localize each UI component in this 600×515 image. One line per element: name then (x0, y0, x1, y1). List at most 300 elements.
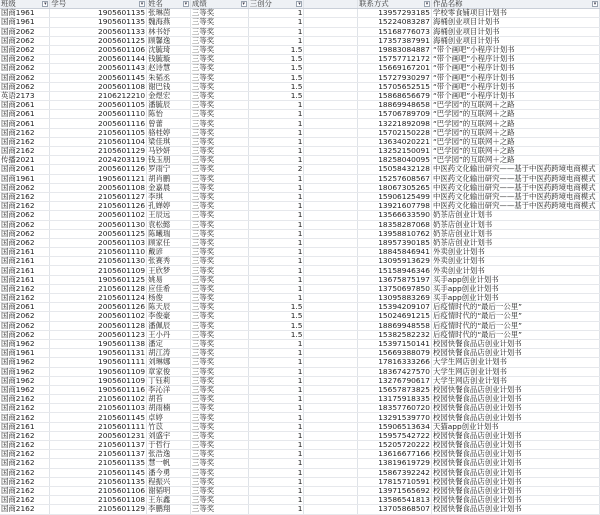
contact-cell[interactable]: 13252150091 (358, 147, 432, 156)
contact-cell[interactable]: 13095883269 (358, 294, 432, 303)
award-cell[interactable]: 三等奖 (190, 376, 248, 385)
blank-cell[interactable] (304, 36, 358, 45)
credit-cell[interactable]: 1 (248, 101, 304, 110)
credit-cell[interactable]: 1 (248, 27, 304, 36)
name-cell[interactable]: 陈怡 (147, 110, 191, 119)
column-header-student-id[interactable]: 学号 ▾ (50, 0, 147, 9)
contact-cell[interactable]: 15868656679 (358, 91, 432, 100)
credit-cell[interactable]: 1.5 (248, 82, 304, 91)
student-id-cell[interactable]: 1905601131 (50, 349, 147, 358)
credit-cell[interactable]: 1 (248, 468, 304, 477)
credit-cell[interactable]: 1 (248, 367, 304, 376)
student-id-cell[interactable]: 2005601130 (50, 220, 147, 229)
class-cell[interactable]: 国商2162 (0, 486, 50, 495)
project-cell[interactable]: “巴学园”的互联网＋之路 (431, 110, 599, 119)
name-cell[interactable]: 李琪 (147, 192, 191, 201)
project-cell[interactable]: “巴学园”的互联网＋之路 (431, 137, 599, 146)
class-cell[interactable]: 国商2161 (0, 275, 50, 284)
contact-cell[interactable]: 13586541813 (358, 496, 432, 505)
award-cell[interactable]: 三等奖 (190, 413, 248, 422)
class-cell[interactable]: 国商2062 (0, 238, 50, 247)
blank-cell[interactable] (304, 376, 358, 385)
project-cell[interactable]: 买手app创业计划书 (431, 284, 599, 293)
award-cell[interactable]: 三等奖 (190, 404, 248, 413)
blank-cell[interactable] (304, 367, 358, 376)
blank-cell[interactable] (304, 330, 358, 339)
award-cell[interactable]: 三等奖 (190, 45, 248, 54)
blank-cell[interactable] (304, 339, 358, 348)
class-cell[interactable]: 国商2162 (0, 404, 50, 413)
column-header-name[interactable]: 姓名 ▾ (147, 0, 191, 9)
project-cell[interactable]: 海桶创业项目计划书 (431, 36, 599, 45)
credit-cell[interactable]: 1 (248, 156, 304, 165)
project-cell[interactable]: “巴学园”的互联网＋之路 (431, 156, 599, 165)
blank-cell[interactable] (304, 395, 358, 404)
credit-cell[interactable]: 1 (248, 147, 304, 156)
project-cell[interactable]: “带个画吧”小程序计划书 (431, 55, 599, 64)
contact-cell[interactable]: 18845846941 (358, 248, 432, 257)
class-cell[interactable]: 国商2162 (0, 413, 50, 422)
student-id-cell[interactable]: 2005601125 (50, 229, 147, 238)
credit-cell[interactable]: 1 (248, 385, 304, 394)
contact-cell[interactable]: 15058432128 (358, 165, 432, 174)
name-cell[interactable]: 应佳希 (147, 284, 191, 293)
blank-cell[interactable] (304, 156, 358, 165)
project-cell[interactable]: 校园快餐食品店创业计划书 (431, 459, 599, 468)
name-cell[interactable]: 李沁洋 (147, 385, 191, 394)
contact-cell[interactable]: 19883084887 (358, 45, 432, 54)
award-cell[interactable]: 三等奖 (190, 422, 248, 431)
blank-cell[interactable] (304, 220, 358, 229)
credit-cell[interactable]: 1 (248, 9, 304, 18)
contact-cell[interactable]: 15657873825 (358, 385, 432, 394)
class-cell[interactable]: 国商2161 (0, 422, 50, 431)
name-cell[interactable]: 钱玉朋 (147, 156, 191, 165)
award-cell[interactable]: 三等奖 (190, 174, 248, 183)
award-cell[interactable]: 三等奖 (190, 294, 248, 303)
award-cell[interactable]: 三等奖 (190, 64, 248, 73)
student-id-cell[interactable]: 2105601110 (50, 248, 147, 257)
blank-cell[interactable] (304, 238, 358, 247)
class-cell[interactable]: 国商1961 (0, 9, 50, 18)
award-cell[interactable]: 三等奖 (190, 137, 248, 146)
blank-cell[interactable] (304, 202, 358, 211)
blank-cell[interactable] (304, 284, 358, 293)
class-cell[interactable]: 国商2161 (0, 248, 50, 257)
credit-cell[interactable]: 1.5 (248, 91, 304, 100)
student-id-cell[interactable]: 2105601126 (50, 202, 147, 211)
name-cell[interactable]: 胡肖鹏 (147, 174, 191, 183)
award-cell[interactable]: 三等奖 (190, 486, 248, 495)
project-cell[interactable]: 校园快餐食品店创业计划书 (431, 496, 599, 505)
student-id-cell[interactable]: 2105601104 (50, 137, 147, 146)
blank-cell[interactable] (304, 183, 358, 192)
student-id-cell[interactable]: 1905601116 (50, 385, 147, 394)
award-cell[interactable]: 三等奖 (190, 27, 248, 36)
contact-cell[interactable]: 13291539770 (358, 413, 432, 422)
project-cell[interactable]: “巴学园”的互联网＋之路 (431, 128, 599, 137)
award-cell[interactable]: 三等奖 (190, 110, 248, 119)
class-cell[interactable]: 国商1962 (0, 385, 50, 394)
project-cell[interactable]: 买手app创业计划书 (431, 275, 599, 284)
project-cell[interactable]: 校园快餐食品店创业计划书 (431, 450, 599, 459)
contact-cell[interactable]: 15669167201 (358, 64, 432, 73)
project-cell[interactable]: “巴学园”的互联网＋之路 (431, 101, 599, 110)
project-cell[interactable]: “带个画吧”小程序计划书 (431, 45, 599, 54)
award-cell[interactable]: 三等奖 (190, 165, 248, 174)
student-id-cell[interactable]: 2105601128 (50, 284, 147, 293)
student-id-cell[interactable]: 2005601108 (50, 82, 147, 91)
student-id-cell[interactable]: 2005601103 (50, 238, 147, 247)
project-cell[interactable]: 后疫情时代的“最后一公里” (431, 312, 599, 321)
filter-arrow-icon[interactable]: ▾ (184, 1, 188, 8)
student-id-cell[interactable]: 2105601103 (50, 404, 147, 413)
award-cell[interactable]: 三等奖 (190, 257, 248, 266)
award-cell[interactable]: 三等奖 (190, 431, 248, 440)
blank-cell[interactable] (304, 64, 358, 73)
credit-cell[interactable]: 1 (248, 459, 304, 468)
name-cell[interactable]: 潘毓辰 (147, 101, 191, 110)
class-cell[interactable]: 国商2162 (0, 431, 50, 440)
student-id-cell[interactable]: 2005601110 (50, 110, 147, 119)
award-cell[interactable]: 三等奖 (190, 36, 248, 45)
project-cell[interactable]: 中医药文化输出研究——基于中医药跨境电商模式 (431, 174, 599, 183)
student-id-cell[interactable]: 2105601109 (50, 266, 147, 275)
project-cell[interactable]: 校园快餐食品店创业计划书 (431, 349, 599, 358)
name-cell[interactable]: 魏海燕 (147, 18, 191, 27)
column-header-credit[interactable]: 三创分 ▾ (248, 0, 304, 9)
project-cell[interactable]: 校园快餐食品店创业计划书 (431, 395, 599, 404)
name-cell[interactable]: 王欣梦 (147, 266, 191, 275)
award-cell[interactable]: 三等奖 (190, 211, 248, 220)
class-cell[interactable]: 国商2061 (0, 110, 50, 119)
contact-cell[interactable]: 18957390185 (358, 238, 432, 247)
contact-cell[interactable]: 13566633590 (358, 211, 432, 220)
contact-cell[interactable]: 15757712172 (358, 55, 432, 64)
class-cell[interactable]: 国商2062 (0, 321, 50, 330)
project-cell[interactable]: 校园快餐食品店创业计划书 (431, 339, 599, 348)
filter-arrow-icon[interactable]: ▾ (44, 1, 47, 8)
contact-cell[interactable]: 15706789709 (358, 110, 432, 119)
blank-cell[interactable] (304, 496, 358, 505)
award-cell[interactable]: 三等奖 (190, 468, 248, 477)
name-cell[interactable]: 刘盛宇 (147, 431, 191, 440)
class-cell[interactable]: 国商1962 (0, 339, 50, 348)
credit-cell[interactable]: 1 (248, 137, 304, 146)
name-cell[interactable]: 刘琳娜 (147, 358, 191, 367)
blank-cell[interactable] (304, 450, 358, 459)
credit-cell[interactable]: 1 (248, 238, 304, 247)
project-cell[interactable]: 中医药文化输出研究——基于中医药跨境电商模式 (431, 165, 599, 174)
student-id-cell[interactable]: 2105601129 (50, 505, 147, 514)
name-cell[interactable]: 沈毓琦 (147, 45, 191, 54)
contact-cell[interactable]: 13616677166 (358, 450, 432, 459)
award-cell[interactable]: 三等奖 (190, 367, 248, 376)
blank-cell[interactable] (304, 349, 358, 358)
award-cell[interactable]: 三等奖 (190, 395, 248, 404)
award-cell[interactable]: 三等奖 (190, 183, 248, 192)
student-id-cell[interactable]: 2005601102 (50, 211, 147, 220)
column-header-project[interactable]: 作品名称 ▾ (431, 0, 599, 9)
name-cell[interactable]: 陈曦瑞 (147, 229, 191, 238)
credit-cell[interactable]: 1 (248, 395, 304, 404)
class-cell[interactable]: 国商2161 (0, 257, 50, 266)
contact-cell[interactable]: 18357760720 (358, 404, 432, 413)
award-cell[interactable]: 三等奖 (190, 441, 248, 450)
credit-cell[interactable]: 1 (248, 119, 304, 128)
class-cell[interactable]: 英语2173 (0, 91, 50, 100)
project-cell[interactable]: 学校零食铺项目计划书 (431, 9, 599, 18)
project-cell[interactable]: 校园快餐食品店创业计划书 (431, 477, 599, 486)
credit-cell[interactable]: 1.5 (248, 321, 304, 330)
credit-cell[interactable]: 1 (248, 18, 304, 27)
contact-cell[interactable]: 15906513634 (358, 422, 432, 431)
blank-cell[interactable] (304, 385, 358, 394)
contact-cell[interactable]: 13675875197 (358, 275, 432, 284)
project-cell[interactable]: 校园快餐食品店创业计划书 (431, 486, 599, 495)
award-cell[interactable]: 三等奖 (190, 330, 248, 339)
class-cell[interactable]: 国商1962 (0, 376, 50, 385)
student-id-cell[interactable]: 2105601111 (50, 422, 147, 431)
project-cell[interactable]: “巴学园”的互联网＋之路 (431, 147, 599, 156)
contact-cell[interactable]: 17357387991 (358, 36, 432, 45)
credit-cell[interactable]: 1 (248, 257, 304, 266)
student-id-cell[interactable]: 2105601102 (50, 395, 147, 404)
contact-cell[interactable]: 15224083287 (358, 18, 432, 27)
student-id-cell[interactable]: 2005601126 (50, 165, 147, 174)
award-cell[interactable]: 三等奖 (190, 385, 248, 394)
name-cell[interactable]: 王小丹 (147, 330, 191, 339)
award-cell[interactable]: 三等奖 (190, 18, 248, 27)
credit-cell[interactable]: 1 (248, 284, 304, 293)
name-cell[interactable]: 曾蕾 (147, 119, 191, 128)
blank-cell[interactable] (304, 119, 358, 128)
credit-cell[interactable]: 1.5 (248, 64, 304, 73)
award-cell[interactable]: 三等奖 (190, 229, 248, 238)
blank-cell[interactable] (304, 404, 358, 413)
class-cell[interactable]: 国商2062 (0, 73, 50, 82)
column-header-award[interactable]: 成绩 ▾ (190, 0, 248, 9)
class-cell[interactable]: 国商2162 (0, 496, 50, 505)
project-cell[interactable]: 外卖创业计划书 (431, 266, 599, 275)
student-id-cell[interactable]: 2005601144 (50, 55, 147, 64)
student-id-cell[interactable]: 2105601137 (50, 441, 147, 450)
project-cell[interactable]: 海桶创业项目计划书 (431, 18, 599, 27)
project-cell[interactable]: 奶茶店创业计划书 (431, 220, 599, 229)
blank-cell[interactable] (304, 275, 358, 284)
blank-cell[interactable] (304, 422, 358, 431)
student-id-cell[interactable]: 2005601116 (50, 119, 147, 128)
name-cell[interactable]: 陈天辰 (147, 303, 191, 312)
award-cell[interactable]: 三等奖 (190, 284, 248, 293)
student-id-cell[interactable]: 2105601135 (50, 477, 147, 486)
blank-cell[interactable] (304, 486, 358, 495)
project-cell[interactable]: 后疫情时代的“最后一公里” (431, 303, 599, 312)
student-id-cell[interactable]: 2105601105 (50, 128, 147, 137)
contact-cell[interactable]: 13095913629 (358, 257, 432, 266)
student-id-cell[interactable]: 2105601130 (50, 257, 147, 266)
blank-cell[interactable] (304, 101, 358, 110)
student-id-cell[interactable]: 1905601109 (50, 376, 147, 385)
award-cell[interactable]: 三等奖 (190, 477, 248, 486)
contact-cell[interactable]: 15257608567 (358, 174, 432, 183)
column-header-class[interactable]: 班级 ▾ (0, 0, 50, 9)
award-cell[interactable]: 三等奖 (190, 275, 248, 284)
class-cell[interactable]: 国商1961 (0, 349, 50, 358)
credit-cell[interactable]: 1 (248, 339, 304, 348)
award-cell[interactable]: 三等奖 (190, 202, 248, 211)
contact-cell[interactable]: 18067305265 (358, 183, 432, 192)
filter-arrow-icon[interactable]: ▾ (298, 1, 301, 8)
contact-cell[interactable]: 15727930297 (358, 73, 432, 82)
award-cell[interactable]: 三等奖 (190, 147, 248, 156)
award-cell[interactable]: 三等奖 (190, 119, 248, 128)
credit-cell[interactable]: 1 (248, 202, 304, 211)
credit-cell[interactable]: 1 (248, 294, 304, 303)
credit-cell[interactable]: 1 (248, 36, 304, 45)
student-id-cell[interactable]: 2005601143 (50, 64, 147, 73)
contact-cell[interactable]: 15867392242 (358, 468, 432, 477)
contact-cell[interactable]: 17816333266 (358, 358, 432, 367)
name-cell[interactable]: 潘今勇 (147, 468, 191, 477)
column-header-blank[interactable] (304, 0, 358, 9)
award-cell[interactable]: 三等奖 (190, 73, 248, 82)
name-cell[interactable]: 胡雨楠 (147, 404, 191, 413)
filter-arrow-icon[interactable]: ▾ (242, 1, 245, 8)
student-id-cell[interactable]: 2106212210 (50, 91, 147, 100)
filter-arrow-icon[interactable]: ▾ (425, 1, 429, 8)
blank-cell[interactable] (304, 137, 358, 146)
class-cell[interactable]: 国商2162 (0, 441, 50, 450)
name-cell[interactable]: 孔婵婷 (147, 202, 191, 211)
contact-cell[interactable]: 13705868507 (358, 505, 432, 514)
award-cell[interactable]: 三等奖 (190, 220, 248, 229)
blank-cell[interactable] (304, 27, 358, 36)
blank-cell[interactable] (304, 294, 358, 303)
class-cell[interactable]: 国商2162 (0, 284, 50, 293)
award-cell[interactable]: 三等奖 (190, 9, 248, 18)
contact-cell[interactable]: 13958810762 (358, 229, 432, 238)
blank-cell[interactable] (304, 358, 358, 367)
credit-cell[interactable]: 1 (248, 431, 304, 440)
award-cell[interactable]: 三等奖 (190, 459, 248, 468)
contact-cell[interactable]: 15702150228 (358, 128, 432, 137)
contact-cell[interactable]: 13634020221 (358, 137, 432, 146)
credit-cell[interactable]: 1 (248, 349, 304, 358)
award-cell[interactable]: 三等奖 (190, 238, 248, 247)
credit-cell[interactable]: 1 (248, 275, 304, 284)
student-id-cell[interactable]: 2005601108 (50, 183, 147, 192)
project-cell[interactable]: 外卖创业计划书 (431, 257, 599, 266)
class-cell[interactable]: 国商2062 (0, 183, 50, 192)
class-cell[interactable]: 国商2062 (0, 330, 50, 339)
project-cell[interactable]: 买手app创业计划书 (431, 294, 599, 303)
student-id-cell[interactable]: 2105601124 (50, 294, 147, 303)
contact-cell[interactable]: 18367427570 (358, 367, 432, 376)
name-cell[interactable]: 潘定 (147, 339, 191, 348)
contact-cell[interactable]: 13276790617 (358, 376, 432, 385)
contact-cell[interactable]: 15394209107 (358, 303, 432, 312)
column-header-contact[interactable]: 联系方式 ▾ (358, 0, 432, 9)
project-cell[interactable]: 外卖创业计划书 (431, 248, 599, 257)
contact-cell[interactable]: 15158946346 (358, 266, 432, 275)
contact-cell[interactable]: 13221892098 (358, 119, 432, 128)
credit-cell[interactable]: 1.5 (248, 312, 304, 321)
award-cell[interactable]: 三等奖 (190, 192, 248, 201)
blank-cell[interactable] (304, 165, 358, 174)
blank-cell[interactable] (304, 431, 358, 440)
name-cell[interactable]: 梁佳琪 (147, 137, 191, 146)
name-cell[interactable]: 胡苔 (147, 395, 191, 404)
blank-cell[interactable] (304, 505, 358, 514)
blank-cell[interactable] (304, 110, 358, 119)
project-cell[interactable]: 校园快餐食品店创业计划书 (431, 385, 599, 394)
award-cell[interactable]: 三等奖 (190, 266, 248, 275)
project-cell[interactable]: 校园快餐食品店创业计划书 (431, 441, 599, 450)
name-cell[interactable]: 竹苡 (147, 422, 191, 431)
project-cell[interactable]: 校园快餐食品店创业计划书 (431, 413, 599, 422)
name-cell[interactable]: 顾馨逸 (147, 36, 191, 45)
credit-cell[interactable]: 1 (248, 376, 304, 385)
contact-cell[interactable]: 18258040095 (358, 156, 432, 165)
student-id-cell[interactable]: 1905601111 (50, 358, 147, 367)
name-cell[interactable]: 章家俊 (147, 367, 191, 376)
student-id-cell[interactable]: 2105601137 (50, 450, 147, 459)
credit-cell[interactable]: 1 (248, 266, 304, 275)
blank-cell[interactable] (304, 82, 358, 91)
contact-cell[interactable]: 15397150141 (358, 339, 432, 348)
award-cell[interactable]: 三等奖 (190, 505, 248, 514)
project-cell[interactable]: 大学生网店创业计划书 (431, 358, 599, 367)
name-cell[interactable]: 张赛秀 (147, 257, 191, 266)
name-cell[interactable]: 罗雨宁 (147, 165, 191, 174)
award-cell[interactable]: 三等奖 (190, 339, 248, 348)
award-cell[interactable]: 三等奖 (190, 55, 248, 64)
credit-cell[interactable]: 1 (248, 358, 304, 367)
award-cell[interactable]: 三等奖 (190, 450, 248, 459)
project-cell[interactable]: 校园快餐食品店创业计划书 (431, 431, 599, 440)
class-cell[interactable]: 国商2162 (0, 137, 50, 146)
blank-cell[interactable] (304, 18, 358, 27)
name-cell[interactable]: 姚易 (147, 275, 191, 284)
class-cell[interactable]: 国商2061 (0, 165, 50, 174)
student-id-cell[interactable]: 2105601129 (50, 147, 147, 156)
name-cell[interactable]: 戴谚 (147, 248, 191, 257)
award-cell[interactable]: 三等奖 (190, 101, 248, 110)
class-cell[interactable]: 国商1962 (0, 358, 50, 367)
name-cell[interactable]: 卓婷 (147, 413, 191, 422)
contact-cell[interactable]: 18869948558 (358, 321, 432, 330)
blank-cell[interactable] (304, 91, 358, 100)
student-id-cell[interactable]: 2005601123 (50, 330, 147, 339)
class-cell[interactable]: 国商1961 (0, 18, 50, 27)
name-cell[interactable]: 钱毓璇 (147, 55, 191, 64)
class-cell[interactable]: 国商2162 (0, 294, 50, 303)
name-cell[interactable]: 王辰远 (147, 211, 191, 220)
contact-cell[interactable]: 13750697850 (358, 284, 432, 293)
project-cell[interactable]: 大学生网店创业计划书 (431, 367, 599, 376)
contact-cell[interactable]: 15382582232 (358, 330, 432, 339)
class-cell[interactable]: 国商2162 (0, 459, 50, 468)
student-id-cell[interactable]: 1905601135 (50, 18, 147, 27)
name-cell[interactable]: 金煜宏 (147, 91, 191, 100)
class-cell[interactable]: 国商2062 (0, 27, 50, 36)
credit-cell[interactable]: 1.5 (248, 303, 304, 312)
award-cell[interactable]: 三等奖 (190, 349, 248, 358)
project-cell[interactable]: “带个画吧”小程序计划书 (431, 73, 599, 82)
contact-cell[interactable]: 13921607798 (358, 202, 432, 211)
class-cell[interactable]: 国商2161 (0, 266, 50, 275)
